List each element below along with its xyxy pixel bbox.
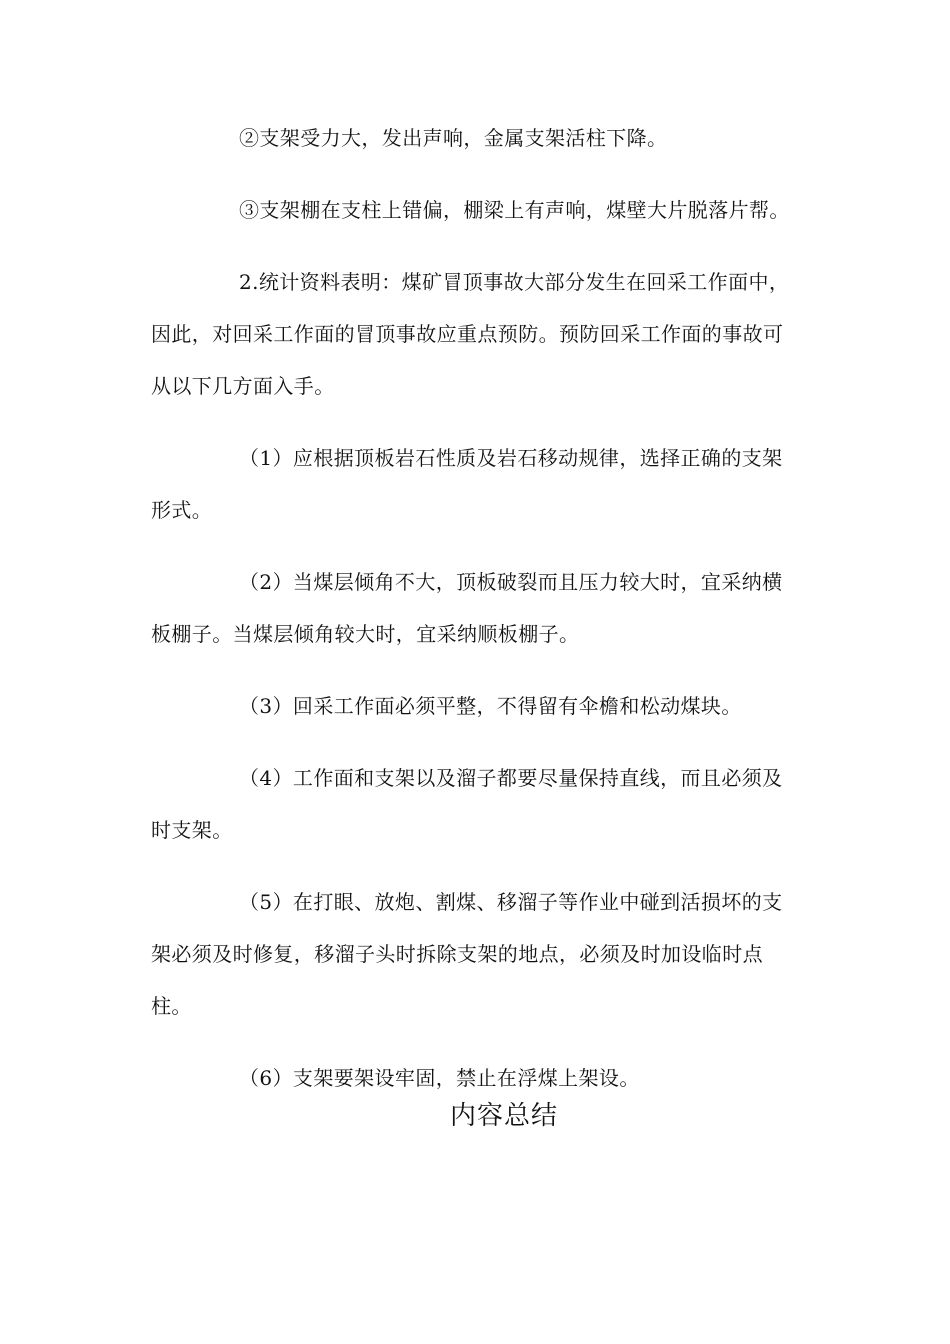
paragraph-item-1: （1）应根据顶板岩石性质及岩石移动规律，选择正确的支架形式。	[151, 446, 783, 522]
paragraph-item-6: （6）支架要架设牢固，禁止在浮煤上架设。	[239, 1066, 640, 1090]
paragraph-item-2: （2）当煤层倾角不大，顶板破裂而且压力较大时，宜采纳横板棚子。当煤层倾角较大时，宜采纳顺板棚子。	[151, 570, 783, 646]
paragraph-item-4: （4）工作面和支架以及溜子都要尽量保持直线，而且必须及时支架。	[151, 766, 783, 842]
paragraph-item-3: （3）回采工作面必须平整，不得留有伞檐和松动煤块。	[239, 694, 742, 718]
paragraph-support-offset: ③支架棚在支柱上错偏，棚梁上有声响，煤壁大片脱落片帮。	[239, 198, 790, 222]
paragraph-item-5: （5）在打眼、放炮、割煤、移溜子等作业中碰到活损坏的支架必须及时修复，移溜子头时拆除支架的地点，必须及时加设临时点柱。	[151, 890, 783, 1018]
paragraph-statistics: 2.统计资料表明：煤矿冒顶事故大部分发生在回采工作面中，因此，对回采工作面的冒顶事故应重点预防。预防回采工作面的事故可从以下几方面入手。	[151, 270, 790, 398]
paragraph-support-pressure: ②支架受力大，发出声响，金属支架活柱下降。	[239, 126, 668, 150]
document-body	[151, 112, 801, 1104]
summary-heading: 内容总结	[449, 1101, 558, 1131]
